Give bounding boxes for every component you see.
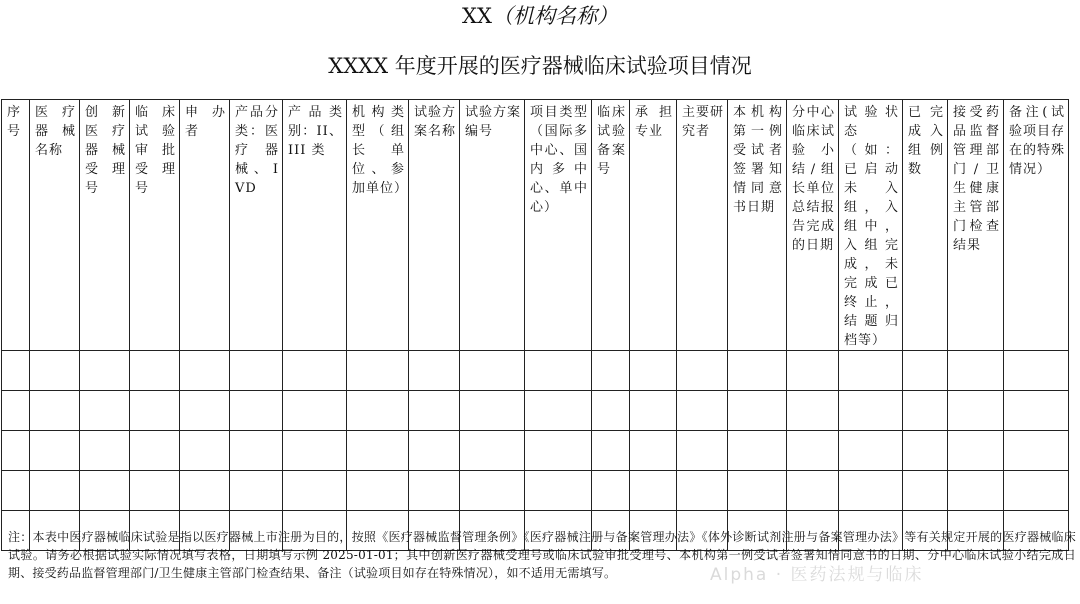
table-row: [2, 351, 1069, 391]
footnote: 注：本表中医疗器械临床试验是指以医疗器械上市注册为目的，按照《医疗器械监督管理条例》《医疗器械注册与备案管理办法》《体外诊断试剂注册与备案管理办法》等有关规定开展的医疗器械临床试验。请务必根据试验实际情况填写表格，日期填写示例 2025-01-01；其中创新医疗器械受理号或临床试验审批受理号、本机构第一例受试者签署知情同意书的日期、分中心临床试验小结完成日期、接受药品监督管理部门/卫生健康主管部门检查结果、备注（试验项目如存在特殊情况），如不适用无需填写。: [8, 530, 1076, 580]
table-cell[interactable]: [409, 471, 460, 511]
table-cell[interactable]: [525, 391, 592, 431]
table-cell[interactable]: [948, 431, 1004, 471]
col-header-product-class: 产品分类：医疗器械、IVD: [230, 100, 283, 351]
table-cell[interactable]: [80, 391, 130, 431]
table-cell[interactable]: [787, 351, 839, 391]
watermark: Alpha · 医药法规与临床: [710, 565, 924, 585]
col-header-first-consent-date: 本机构第一例受试者签署知情同意书日期: [728, 100, 787, 351]
table-cell[interactable]: [525, 351, 592, 391]
table-cell[interactable]: [592, 471, 630, 511]
table-row: [2, 471, 1069, 511]
table-cell[interactable]: [180, 471, 230, 511]
table-row: [2, 391, 1069, 431]
table-cell[interactable]: [728, 471, 787, 511]
col-header-investigator: 主要研究者: [677, 100, 728, 351]
table-cell[interactable]: [230, 431, 283, 471]
table-cell[interactable]: [460, 471, 525, 511]
col-header-specialty: 承担专业: [630, 100, 677, 351]
table-header-row: [2, 100, 1069, 351]
col-header-filing-no: 临床试验备案号: [592, 100, 630, 351]
col-header-trial-status: 试验状态（如：已启动未入组，入组中，入组完成，未完成已终止，结题归档等）: [839, 100, 903, 351]
table-cell[interactable]: [903, 471, 948, 511]
table-cell[interactable]: [409, 391, 460, 431]
table-cell[interactable]: [30, 471, 80, 511]
table-cell[interactable]: [630, 431, 677, 471]
table-cell[interactable]: [948, 391, 1004, 431]
table-cell[interactable]: [2, 391, 30, 431]
col-header-inspection-result: 接受药品监督管理部门/卫生健康主管部门检查结果: [948, 100, 1004, 351]
table-cell[interactable]: [80, 431, 130, 471]
table-cell[interactable]: [592, 391, 630, 431]
table-cell[interactable]: [460, 391, 525, 431]
table-cell[interactable]: [460, 431, 525, 471]
col-header-summary-date: 分中心临床试验小结/组长单位总结报告完成的日期: [787, 100, 839, 351]
table-cell[interactable]: [839, 431, 903, 471]
table-cell[interactable]: [180, 391, 230, 431]
table-cell[interactable]: [180, 431, 230, 471]
table-cell[interactable]: [525, 431, 592, 471]
table-cell[interactable]: [948, 471, 1004, 511]
table-cell[interactable]: [677, 431, 728, 471]
table-cell[interactable]: [1004, 351, 1069, 391]
table-cell[interactable]: [839, 351, 903, 391]
table-cell[interactable]: [347, 471, 409, 511]
clinical-trial-table: [1, 99, 1069, 551]
col-header-project-type: 项目类型（国际多中心、国内多中心、单中心）: [525, 100, 592, 351]
table-cell[interactable]: [460, 351, 525, 391]
table-cell[interactable]: [630, 391, 677, 431]
table-cell[interactable]: [677, 351, 728, 391]
table-cell[interactable]: [409, 431, 460, 471]
table-cell[interactable]: [948, 351, 1004, 391]
table-cell[interactable]: [903, 391, 948, 431]
table-cell[interactable]: [347, 431, 409, 471]
page-title: XXXX 年度开展的医疗器械临床试验项目情况: [328, 54, 752, 78]
col-header-innovation-no: 创新医疗器械受理号: [80, 100, 130, 351]
table-cell[interactable]: [283, 431, 347, 471]
table-cell[interactable]: [1004, 391, 1069, 431]
table-cell[interactable]: [347, 351, 409, 391]
col-header-sponsor: 申办者: [180, 100, 230, 351]
table-cell[interactable]: [30, 391, 80, 431]
table-cell[interactable]: [787, 471, 839, 511]
table-cell[interactable]: [1004, 431, 1069, 471]
table-cell[interactable]: [728, 391, 787, 431]
table-cell[interactable]: [230, 391, 283, 431]
table-cell[interactable]: [2, 351, 30, 391]
col-header-approval-no: 临床试验审批受理号: [130, 100, 180, 351]
table-cell[interactable]: [630, 471, 677, 511]
table-cell[interactable]: [283, 471, 347, 511]
table-cell[interactable]: [677, 471, 728, 511]
table-cell[interactable]: [30, 431, 80, 471]
table-cell[interactable]: [347, 391, 409, 431]
org-name: （机构名称）: [491, 4, 618, 28]
table-cell[interactable]: [80, 351, 130, 391]
table-cell[interactable]: [230, 351, 283, 391]
col-header-product-category: 产品类别：II、III 类: [283, 100, 347, 351]
table-cell[interactable]: [130, 471, 180, 511]
col-header-device-name: 医疗器械名称: [30, 100, 80, 351]
table-cell[interactable]: [630, 351, 677, 391]
table-cell[interactable]: [903, 431, 948, 471]
table-cell[interactable]: [839, 391, 903, 431]
table-cell[interactable]: [1004, 471, 1069, 511]
table-cell[interactable]: [2, 471, 30, 511]
table-cell[interactable]: [592, 351, 630, 391]
table-cell[interactable]: [2, 431, 30, 471]
table-cell[interactable]: [409, 351, 460, 391]
org-title: [0, 3, 1080, 29]
table-cell[interactable]: [180, 351, 230, 391]
table-row: [2, 431, 1069, 471]
table-cell[interactable]: [787, 391, 839, 431]
col-header-remarks: 备注(试验项目存在的特殊情况）: [1004, 100, 1069, 351]
table-cell[interactable]: [592, 431, 630, 471]
org-prefix: XX: [462, 4, 492, 28]
table-cell[interactable]: [728, 431, 787, 471]
col-header-serial: 序号: [2, 100, 30, 351]
table-cell[interactable]: [230, 471, 283, 511]
table-cell[interactable]: [903, 351, 948, 391]
col-header-institution-type: 机构类型（组长单位、参加单位）: [347, 100, 409, 351]
table-cell[interactable]: [283, 391, 347, 431]
table-cell[interactable]: [839, 471, 903, 511]
table-cell[interactable]: [130, 431, 180, 471]
table-cell[interactable]: [525, 471, 592, 511]
table-cell[interactable]: [130, 391, 180, 431]
table-cell[interactable]: [728, 351, 787, 391]
col-header-protocol-no: 试验方案编号: [460, 100, 525, 351]
table-cell[interactable]: [677, 391, 728, 431]
table-cell[interactable]: [130, 351, 180, 391]
col-header-protocol-name: 试验方案名称: [409, 100, 460, 351]
table-cell[interactable]: [30, 351, 80, 391]
table-cell[interactable]: [283, 351, 347, 391]
col-header-enrolled-count: 已完成入组例数: [903, 100, 948, 351]
table-cell[interactable]: [80, 471, 130, 511]
table-cell[interactable]: [787, 431, 839, 471]
